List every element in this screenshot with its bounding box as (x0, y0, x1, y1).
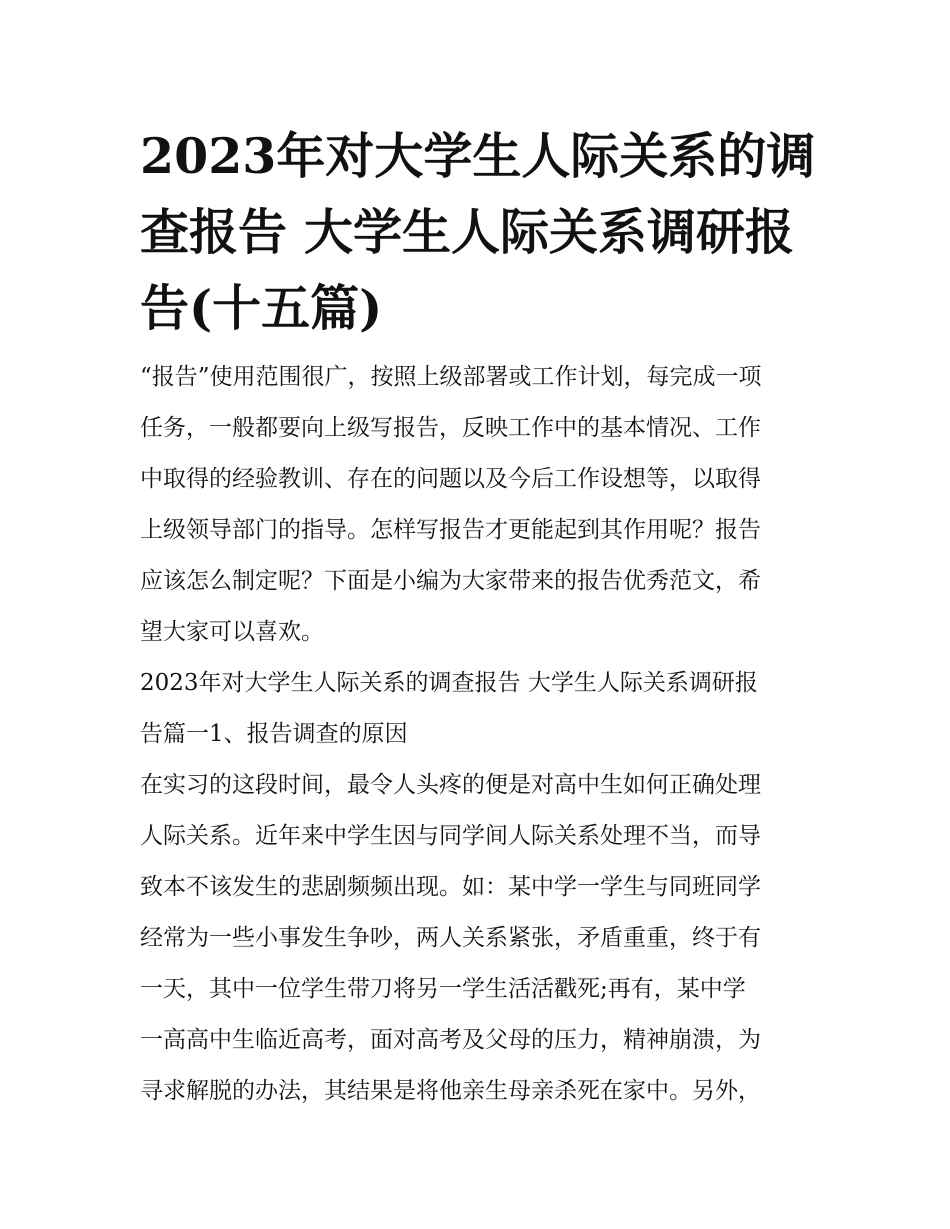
section-heading (140, 658, 820, 760)
text-line: 应该怎么制定呢？下面是小编为大家带来的报告优秀范文，希 (140, 568, 761, 594)
title-line: 查报告 大学生人际关系调研报 (140, 203, 795, 261)
section-heading-line: 告篇一1、报告调查的原因 (140, 721, 408, 747)
section-heading-line: 2023年对大学生人际关系的调查报告 大学生人际关系调研报 (140, 670, 758, 696)
text-line: 任务，一般都要向上级写报告，反映工作中的基本情况、工作 (140, 415, 761, 441)
text-line: 一高高中生临近高考，面对高考及父母的压力，精神崩溃，为 (140, 1027, 761, 1053)
text-line: 人际关系。近年来中学生因与同学间人际关系处理不当，而导 (140, 823, 761, 849)
text-line: 在实习的这段时间，最令人头疼的便是对高中生如何正确处理 (140, 772, 761, 798)
text-line: 寻求解脱的办法，其结果是将他亲生母亲杀死在家中。另外， (140, 1078, 761, 1104)
section-paragraph (140, 760, 820, 1117)
text-line: 中取得的经验教训、存在的问题以及今后工作设想等，以取得 (140, 466, 761, 492)
intro-paragraph (140, 352, 820, 658)
document-body (140, 352, 820, 1117)
text-line: 一天，其中一位学生带刀将另一学生活活戳死;再有，某中学 (140, 976, 746, 1002)
text-line: 望大家可以喜欢。 (140, 619, 324, 645)
document-title (140, 118, 820, 346)
text-line: 致本不该发生的悲剧频频出现。如：某中学一学生与同班同学 (140, 874, 761, 900)
title-line: 告(十五篇) (140, 279, 383, 337)
text-line: 经常为一些小事发生争吵，两人关系紧张，矛盾重重，终于有 (140, 925, 761, 951)
title-line: 2023年对大学生人际关系的调 (140, 127, 816, 185)
text-line: “报告”使用范围很广，按照上级部署或工作计划，每完成一项 (140, 364, 762, 390)
text-line: 上级领导部门的指导。怎样写报告才更能起到其作用呢？报告 (140, 517, 761, 543)
